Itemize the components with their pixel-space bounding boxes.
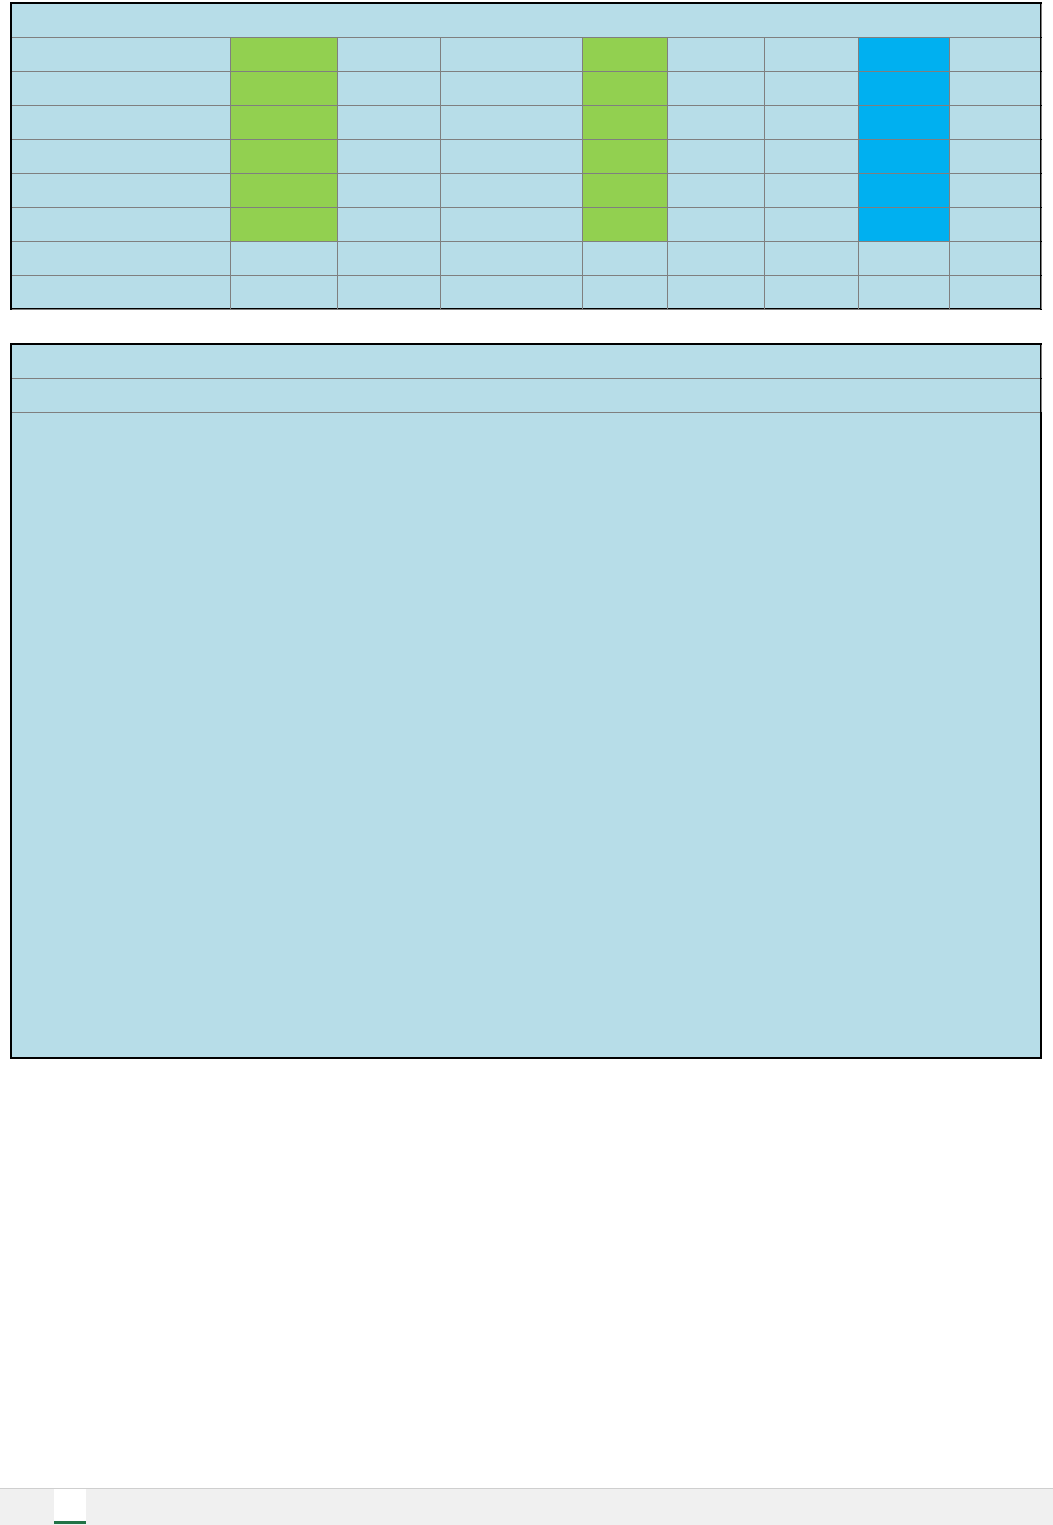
table-cell[interactable] bbox=[950, 208, 1042, 241]
empty-cell[interactable] bbox=[859, 276, 950, 309]
table-cell[interactable] bbox=[231, 174, 338, 207]
table-cell[interactable] bbox=[441, 106, 583, 139]
table-cell[interactable] bbox=[338, 72, 441, 105]
table-cell[interactable] bbox=[950, 106, 1042, 139]
empty-cell[interactable] bbox=[12, 276, 231, 309]
table-cell[interactable] bbox=[950, 174, 1042, 207]
empty-cell[interactable] bbox=[859, 242, 950, 275]
table-cell[interactable] bbox=[668, 38, 765, 71]
empty-cell[interactable] bbox=[583, 242, 668, 275]
table-cell[interactable] bbox=[765, 174, 859, 207]
section-title[interactable] bbox=[12, 379, 1042, 412]
table-cell[interactable] bbox=[441, 208, 583, 241]
section-title-row bbox=[12, 379, 1040, 413]
empty-row bbox=[12, 242, 1040, 276]
table-cell[interactable] bbox=[583, 38, 668, 71]
empty-cell[interactable] bbox=[668, 276, 765, 309]
empty-cell[interactable] bbox=[231, 276, 338, 309]
section-title-row bbox=[12, 4, 1040, 38]
empty-cell[interactable] bbox=[765, 242, 859, 275]
table-cell[interactable] bbox=[12, 72, 231, 105]
table-row bbox=[12, 208, 1040, 242]
table-row bbox=[12, 140, 1040, 174]
table-cell[interactable] bbox=[668, 106, 765, 139]
table-cell[interactable] bbox=[950, 38, 1042, 71]
empty-row bbox=[12, 276, 1040, 310]
table-cell[interactable] bbox=[950, 72, 1042, 105]
table-cell[interactable] bbox=[12, 140, 231, 173]
table-cell[interactable] bbox=[765, 38, 859, 71]
table-cell[interactable] bbox=[583, 208, 668, 241]
empty-cell[interactable] bbox=[338, 276, 441, 309]
table-cell[interactable] bbox=[231, 208, 338, 241]
section-block bbox=[10, 2, 1042, 310]
empty-cell[interactable] bbox=[338, 242, 441, 275]
table-cell[interactable] bbox=[765, 72, 859, 105]
table-cell[interactable] bbox=[12, 174, 231, 207]
table-cell[interactable] bbox=[441, 174, 583, 207]
table-cell[interactable] bbox=[338, 208, 441, 241]
empty-cell[interactable] bbox=[765, 276, 859, 309]
table-cell[interactable] bbox=[231, 106, 338, 139]
table-cell[interactable] bbox=[859, 38, 950, 71]
table-cell[interactable] bbox=[231, 72, 338, 105]
table-cell[interactable] bbox=[859, 72, 950, 105]
table-cell[interactable] bbox=[441, 72, 583, 105]
table-row bbox=[12, 106, 1040, 140]
table-cell[interactable] bbox=[12, 38, 231, 71]
table-cell[interactable] bbox=[441, 38, 583, 71]
empty-cell[interactable] bbox=[441, 276, 583, 309]
table-row bbox=[12, 72, 1040, 106]
empty-cell[interactable] bbox=[950, 276, 1042, 309]
table-cell[interactable] bbox=[338, 106, 441, 139]
empty-cell[interactable] bbox=[231, 242, 338, 275]
section-title[interactable] bbox=[12, 345, 1042, 378]
table-cell[interactable] bbox=[583, 140, 668, 173]
table-cell[interactable] bbox=[765, 140, 859, 173]
tab-sheet-calculation[interactable] bbox=[54, 1489, 86, 1524]
table-cell[interactable] bbox=[231, 38, 338, 71]
watermark-logo bbox=[876, 1466, 1046, 1520]
table-cell[interactable] bbox=[338, 174, 441, 207]
section-title-row bbox=[12, 345, 1040, 379]
empty-cell[interactable] bbox=[583, 276, 668, 309]
section-title[interactable] bbox=[12, 4, 1042, 37]
table-cell[interactable] bbox=[950, 140, 1042, 173]
table-cell[interactable] bbox=[668, 72, 765, 105]
table-cell[interactable] bbox=[859, 140, 950, 173]
table-cell[interactable] bbox=[765, 106, 859, 139]
table-cell[interactable] bbox=[441, 140, 583, 173]
table-cell[interactable] bbox=[668, 174, 765, 207]
table-cell[interactable] bbox=[765, 208, 859, 241]
table-cell[interactable] bbox=[859, 208, 950, 241]
table-row bbox=[12, 174, 1040, 208]
table-cell[interactable] bbox=[12, 208, 231, 241]
empty-cell[interactable] bbox=[12, 242, 231, 275]
empty-cell[interactable] bbox=[441, 242, 583, 275]
empty-cell[interactable] bbox=[950, 242, 1042, 275]
table-cell[interactable] bbox=[338, 38, 441, 71]
table-cell[interactable] bbox=[338, 140, 441, 173]
table-cell[interactable] bbox=[859, 106, 950, 139]
table-cell[interactable] bbox=[583, 106, 668, 139]
table-cell[interactable] bbox=[668, 140, 765, 173]
table-cell[interactable] bbox=[231, 140, 338, 173]
table-row bbox=[12, 38, 1040, 72]
table-cell[interactable] bbox=[12, 106, 231, 139]
table-cell[interactable] bbox=[583, 174, 668, 207]
table-cell[interactable] bbox=[668, 208, 765, 241]
table-cell[interactable] bbox=[583, 72, 668, 105]
empty-cell[interactable] bbox=[668, 242, 765, 275]
section-block bbox=[10, 343, 1042, 1059]
table-cell[interactable] bbox=[859, 174, 950, 207]
